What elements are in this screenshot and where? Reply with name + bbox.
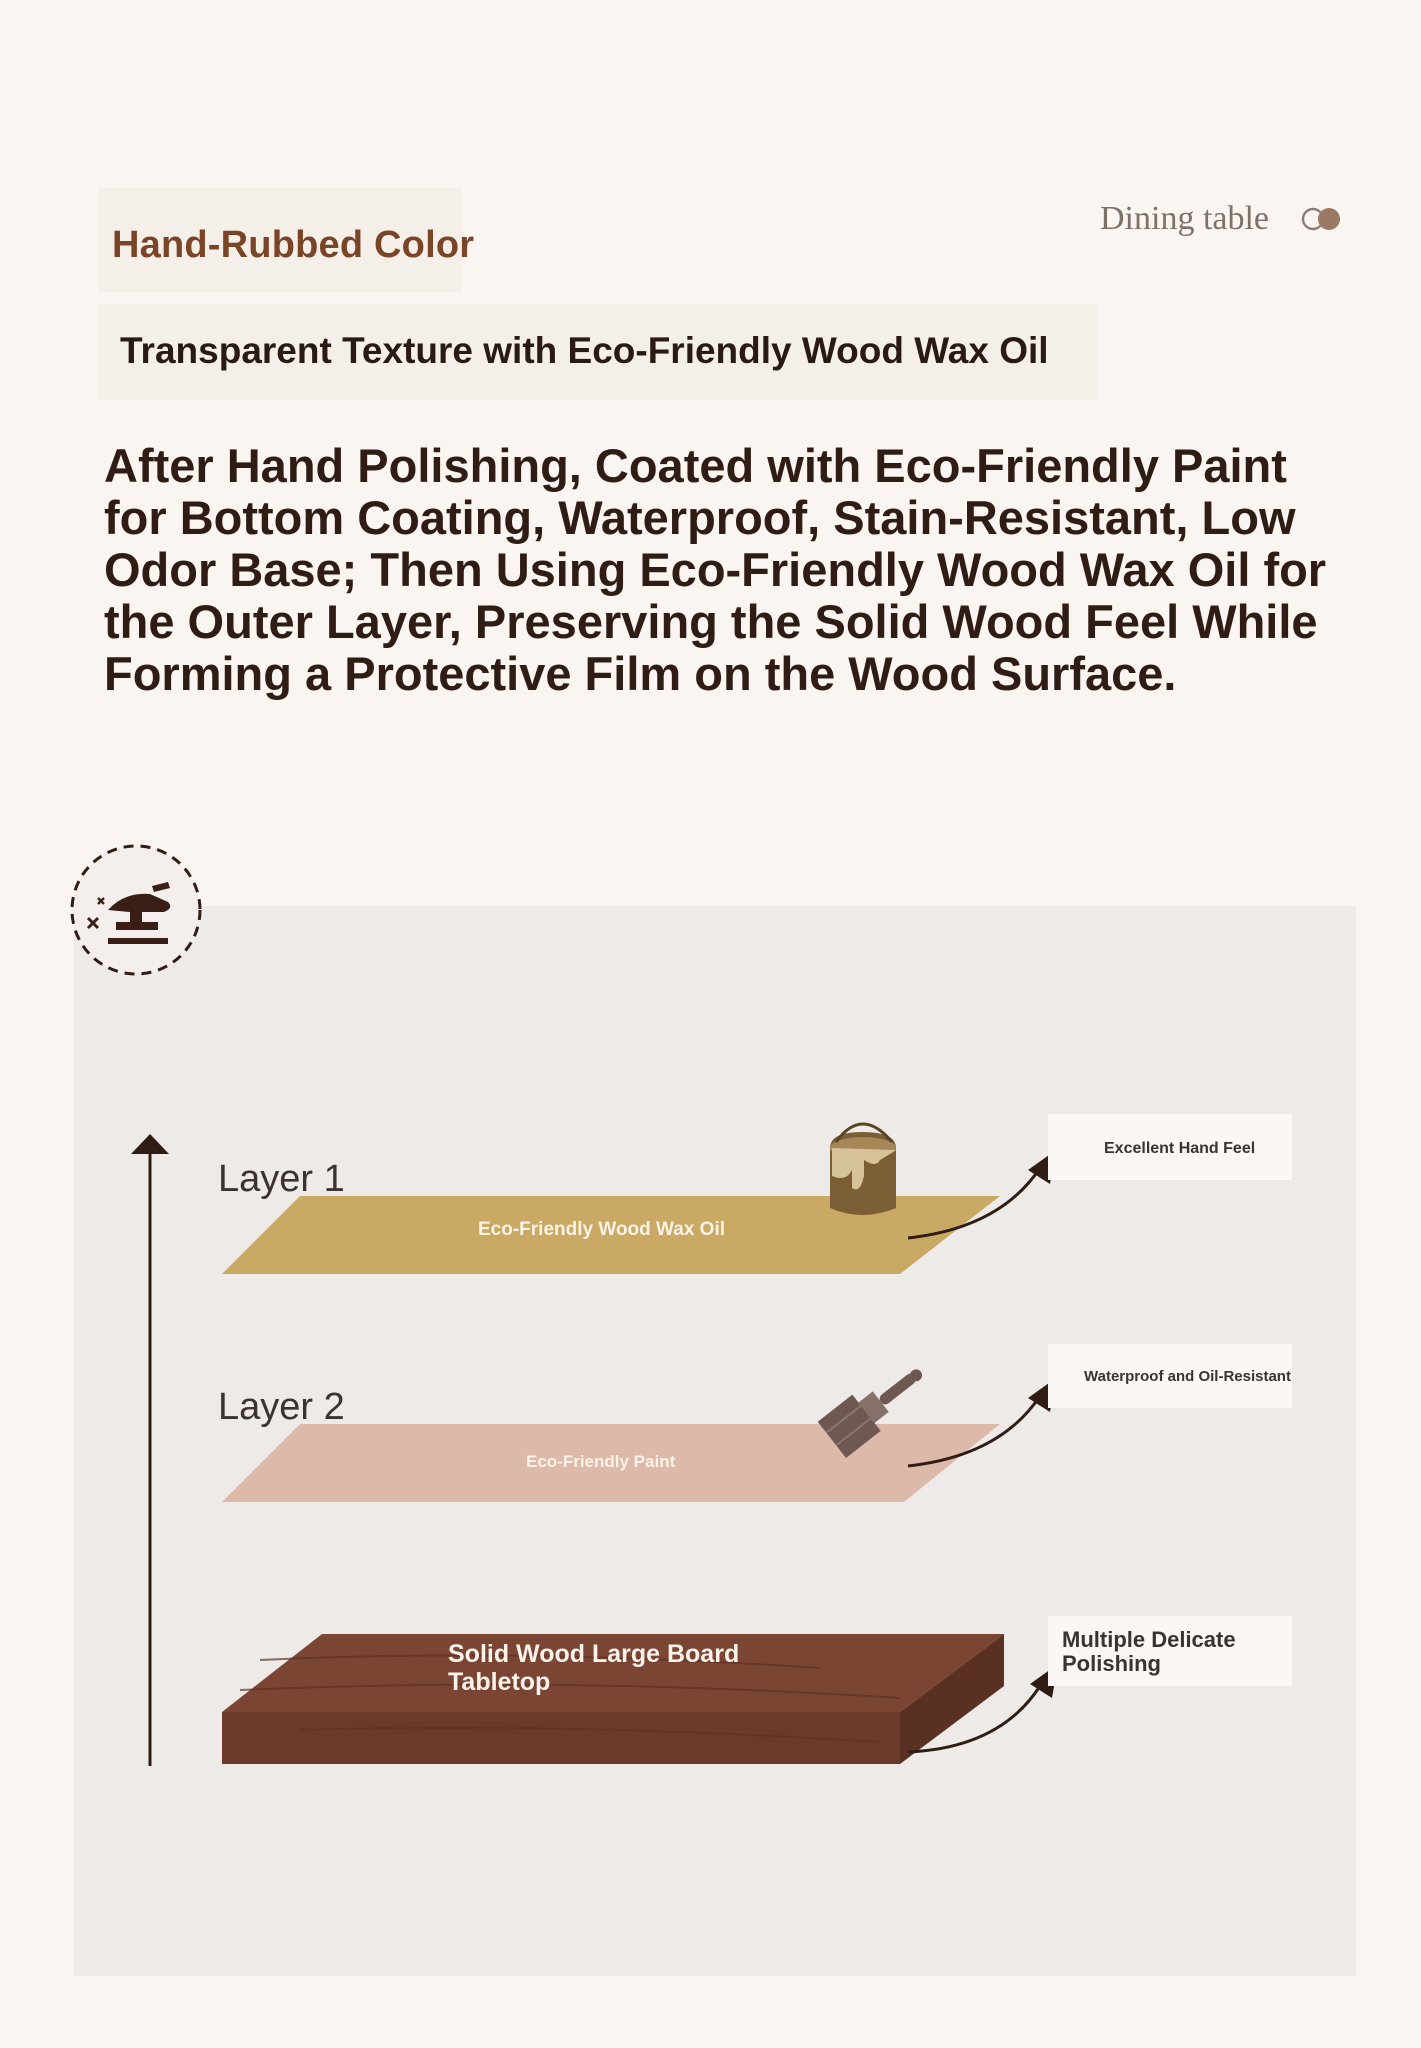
page-title: Hand-Rubbed Color <box>112 224 475 266</box>
page-subtitle: Transparent Texture with Eco-Friendly Wood Wax Oil <box>120 330 1049 371</box>
description: After Hand Polishing, Coated with Eco-Friendly Paint for Bottom Coating, Waterproof, Stain-Resistant, Low Odor Base; Then Using Eco-Friendly Wood Wax Oil for the Outer Layer, Preserving the Solid Wood Feel While Forming a Protective Film on the Wood Surface. <box>104 439 1327 700</box>
board-label: Solid Wood Large Board Tabletop <box>448 1640 740 1696</box>
layer-1-label: Layer 1 <box>218 1158 345 1200</box>
layer-1-material: Eco-Friendly Wood Wax Oil <box>478 1219 726 1240</box>
benefit-hand-feel: Excellent Hand Feel <box>1104 1140 1256 1157</box>
benefit-polishing: Multiple Delicate Polishing <box>1062 1627 1236 1676</box>
wax-can-icon <box>830 1124 896 1215</box>
benefit-waterproof: Waterproof and Oil-Resistant <box>1084 1368 1291 1385</box>
arrow-up-icon <box>131 1134 169 1766</box>
category-label: Dining table <box>1100 200 1270 237</box>
layer-2-label: Layer 2 <box>218 1386 345 1428</box>
layer-2-material: Eco-Friendly Paint <box>526 1452 676 1471</box>
